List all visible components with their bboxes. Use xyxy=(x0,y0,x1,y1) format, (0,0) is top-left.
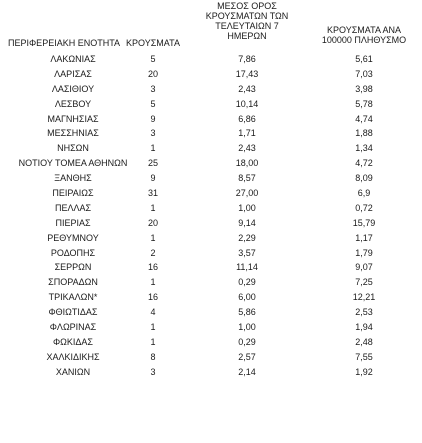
region-cell: ΠΙΕΡΙΑΣ xyxy=(55,217,91,228)
table-row xyxy=(0,246,422,261)
rate-cell: 4,72 xyxy=(355,158,373,169)
rate-cell: 1,34 xyxy=(355,143,373,154)
average-cell: 0,29 xyxy=(238,336,256,347)
region-cell: ΞΑΝΘΗΣ xyxy=(54,173,92,184)
table-row xyxy=(0,52,422,67)
cases-cell: 20 xyxy=(147,217,158,228)
cases-cell: 3 xyxy=(150,128,156,139)
table-row xyxy=(0,305,422,320)
rate-cell: 1,92 xyxy=(355,366,373,377)
average-cell: 0,29 xyxy=(238,277,256,288)
average-cell: 27,00 xyxy=(235,188,259,199)
region-cell: ΡΕΘΥΜΝΟΥ xyxy=(47,232,99,243)
rate-cell: 2,48 xyxy=(355,336,373,347)
table-row xyxy=(0,290,422,305)
table-row xyxy=(0,141,422,156)
average-cell: 1,71 xyxy=(238,128,256,139)
region-cell: ΦΛΩΡΙΝΑΣ xyxy=(49,322,97,333)
table-row xyxy=(0,82,422,97)
cases-cell: 3 xyxy=(150,83,156,94)
region-cell: ΤΡΙΚΑΛΩΝ* xyxy=(48,292,98,303)
table-row xyxy=(0,201,422,216)
table-row xyxy=(0,350,422,365)
table-row xyxy=(0,231,422,246)
rate-cell: 8,09 xyxy=(355,173,373,184)
rate-cell: 7,55 xyxy=(355,351,373,362)
region-cell: ΣΠΟΡΑΔΩΝ xyxy=(48,277,98,288)
table-row xyxy=(0,97,422,112)
cases-cell: 25 xyxy=(147,158,158,169)
table-row xyxy=(0,186,422,201)
region-cell: ΣΕΡΡΩΝ xyxy=(54,262,92,273)
rate-cell: 12,21 xyxy=(352,292,376,303)
average-cell: 17,43 xyxy=(235,68,259,79)
cases-cell: 31 xyxy=(147,188,158,199)
average-cell: 11,14 xyxy=(236,262,258,273)
average-cell: 5,86 xyxy=(238,307,256,318)
header-region: ΠΕΡΙΦΕΡΕΙΑΚΗ ΕΝΟΤΗΤΑ xyxy=(8,38,121,48)
rate-cell: 5,78 xyxy=(355,98,373,109)
average-cell: 7,86 xyxy=(238,54,256,64)
cases-cell: 3 xyxy=(150,366,156,377)
region-cell: ΛΑΡΙΣΑΣ xyxy=(54,68,92,79)
table-row xyxy=(0,67,422,82)
header-avg-line: ΤΕΛΕΥΤΑΙΩΝ 7 xyxy=(215,21,279,31)
header-cases: ΚΡΟΥΣΜΑΤΑ xyxy=(126,38,180,48)
rate-cell: 7,03 xyxy=(355,68,373,79)
average-cell: 1,00 xyxy=(238,202,256,213)
cases-cell: 2 xyxy=(150,247,156,258)
rate-cell: 15,79 xyxy=(352,217,376,228)
average-cell: 2,57 xyxy=(238,351,256,362)
cases-cell: 5 xyxy=(150,54,156,64)
table-row xyxy=(0,156,422,171)
region-cell: ΛΑΚΩΝΙΑΣ xyxy=(50,54,96,64)
table-row xyxy=(0,320,422,335)
table-body xyxy=(0,52,422,380)
rate-cell: 3,98 xyxy=(355,83,373,94)
region-cell: ΛΑΣΙΘΙΟΥ xyxy=(51,83,95,94)
table-row xyxy=(0,260,422,275)
rate-cell: 4,74 xyxy=(355,113,373,124)
cases-cell: 1 xyxy=(150,277,156,288)
cases-cell: 4 xyxy=(150,307,156,318)
cases-cell: 1 xyxy=(150,202,156,213)
average-cell: 6,00 xyxy=(238,292,256,303)
cases-cell: 9 xyxy=(150,113,156,124)
header-avg-line: ΗΜΕΡΩΝ xyxy=(227,31,267,41)
header-rate-line: ΚΡΟΥΣΜΑΤΑ ΑΝΑ xyxy=(327,25,401,35)
table-row xyxy=(0,126,422,141)
rate-cell: 7,25 xyxy=(355,277,373,288)
rate-cell: 1,88 xyxy=(355,128,373,139)
header-avg-line: ΜΕΣΟΣ ΟΡΟΣ xyxy=(217,1,277,11)
average-cell: 18,00 xyxy=(235,158,259,169)
cases-cell: 1 xyxy=(150,143,156,154)
cases-cell: 1 xyxy=(150,232,156,243)
cases-cell: 5 xyxy=(150,98,156,109)
average-cell: 10,14 xyxy=(235,98,259,109)
region-cell: ΦΩΚΙΔΑΣ xyxy=(53,336,93,347)
rate-cell: 9,07 xyxy=(355,262,373,273)
cases-cell: 1 xyxy=(150,322,156,333)
rate-cell: 6,9 xyxy=(357,188,371,199)
region-cell: ΜΕΣΣΗΝΙΑΣ xyxy=(47,128,99,139)
region-cell: ΛΕΣΒΟΥ xyxy=(54,98,92,109)
average-cell: 3,57 xyxy=(238,247,256,258)
rate-cell: 1,94 xyxy=(355,322,373,333)
header-cases-per-100k xyxy=(306,25,422,45)
region-cell: ΠΕΛΛΑΣ xyxy=(54,202,92,213)
average-cell: 6,86 xyxy=(238,113,256,124)
average-cell: 2,43 xyxy=(238,83,256,94)
table-row xyxy=(0,171,422,186)
cases-cell: 8 xyxy=(150,351,156,362)
table-row xyxy=(0,275,422,290)
region-cell: ΧΑΝΙΩΝ xyxy=(55,366,91,377)
rate-cell: 0,72 xyxy=(355,202,373,213)
table-row xyxy=(0,335,422,350)
header-rate-line: 100000 ΠΛΗΘΥΣΜΟ xyxy=(321,35,407,45)
cases-cell: 1 xyxy=(150,336,156,347)
region-cell: ΡΟΔΟΠΗΣ xyxy=(50,247,96,258)
region-cell: ΜΑΓΝΗΣΙΑΣ xyxy=(47,113,99,124)
rate-cell: 1,17 xyxy=(355,232,373,243)
table-row xyxy=(0,365,422,380)
rate-cell: 2,53 xyxy=(355,307,373,318)
cases-cell: 16 xyxy=(147,262,158,273)
average-cell: 9,14 xyxy=(238,217,256,228)
average-cell: 2,29 xyxy=(238,232,256,243)
table-row xyxy=(0,216,422,231)
header-seven-day-average xyxy=(188,1,306,41)
region-cell: ΠΕΙΡΑΙΩΣ xyxy=(52,188,94,199)
average-cell: 1,00 xyxy=(238,322,256,333)
region-cell: ΦΘΙΩΤΙΔΑΣ xyxy=(48,307,98,318)
header-avg-line: ΚΡΟΥΣΜΑΤΩΝ ΤΩΝ xyxy=(205,11,289,21)
region-cell: ΧΑΛΚΙΔΙΚΗΣ xyxy=(46,351,100,362)
cases-cell: 9 xyxy=(150,173,156,184)
cases-cell: 16 xyxy=(147,292,158,303)
table-row xyxy=(0,112,422,127)
average-cell: 2,43 xyxy=(238,143,256,154)
region-cell: ΝΟΤΙΟΥ ΤΟΜΕΑ ΑΘΗΝΩΝ xyxy=(18,158,128,169)
average-cell: 8,57 xyxy=(238,173,256,184)
rate-cell: 5,61 xyxy=(355,54,373,64)
cases-cell: 20 xyxy=(147,68,158,79)
average-cell: 2,14 xyxy=(238,366,256,377)
rate-cell: 1,79 xyxy=(355,247,373,258)
region-cell: ΝΗΣΩΝ xyxy=(57,143,89,154)
